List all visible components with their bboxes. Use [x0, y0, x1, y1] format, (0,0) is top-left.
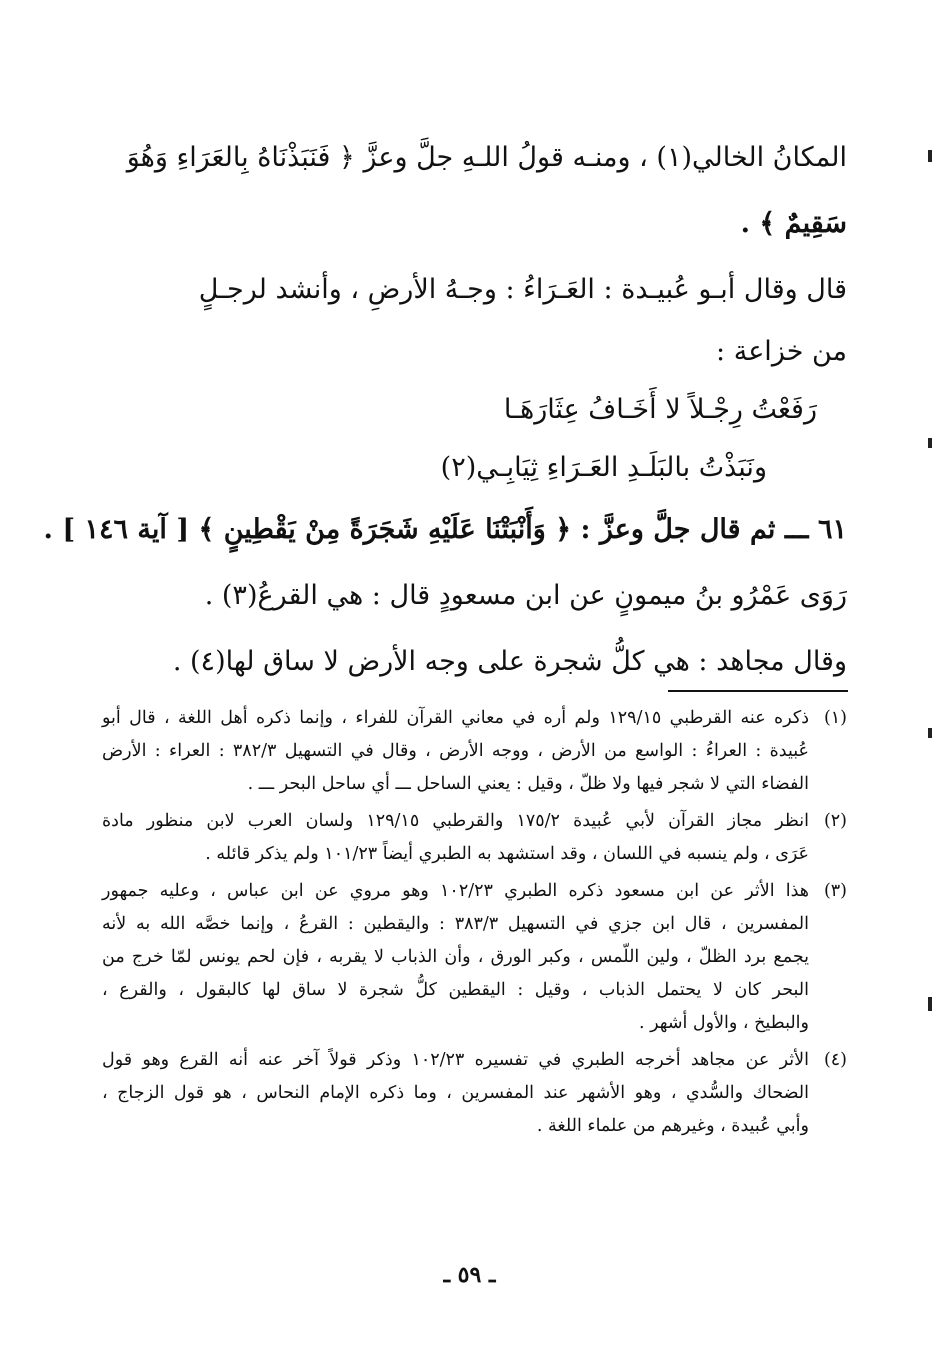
footnote-line: انظر مجاز القرآن لأبي عُبيدة ١٧٥/٢ والقرطبي ١٢٩/١٥ ولسان العرب لابن منظور مادة [102, 811, 809, 831]
footnote-1 [102, 702, 847, 801]
footnote-line: ذكره عنه القرطبي ١٢٩/١٥ ولم أره في معاني القرآن للفراء ، وإنما ذكره أهل اللغة ، قال أبو [102, 708, 809, 728]
footnote-body [102, 1044, 809, 1143]
footnote-line: عُبيدة : العراءُ : الواسع من الأرض ، ووجه الأرض ، وقال في التسهيل ٣٨٢/٣ : العراء : الأرض [102, 741, 809, 761]
main-line-4: من خزاعة : [716, 336, 847, 367]
footnote-line: الفضاء التي لا شجر فيها ولا ظلّ ، وقيل : يعني الساحل ـــ أي ساحل البحر ـــ . [247, 774, 809, 794]
main-line-ibn-masud: رَوَى عَمْرُو بنُ ميمونٍ عن ابن مسعودٍ قال : هي القرعُ(٣) . [204, 580, 847, 611]
footnote-body [102, 875, 809, 1040]
main-line-mujahid: وقال مجاهد : هي كلُّ شجرة على وجه الأرض لا ساق لها(٤) . [172, 646, 847, 677]
footnote-3 [102, 875, 847, 1040]
main-text [43, 125, 847, 695]
scan-edge-mark [928, 997, 932, 1011]
footnote-line: الضحاك والسُّدي ، وهو الأشهر عند المفسرين ، وما ذكره الإمام النحاس ، هو قول الزجاج ، [102, 1083, 809, 1103]
footnote-line: الأثر عن مجاهد أخرجه الطبري في تفسيره ١٠٢/٢٣ وذكر قولاً آخر عنه أنه القرع وهو قول [102, 1050, 809, 1070]
footnote-body [102, 702, 809, 801]
scan-edge-mark [928, 438, 932, 448]
footnote-number: (١) [823, 708, 847, 728]
footnote-line: المفسرين ، قال ابن جزي في التسهيل ٣٨٣/٣ : واليقطين : القرعُ ، وإنما خصَّه الله به لأنه [102, 914, 809, 934]
scan-edge-mark [928, 150, 932, 162]
verse-line-1: رَفَعْتُ رِجْـلاً لا أَخَـافُ عِثَارَهَـا [503, 394, 817, 425]
footnote-separator [668, 690, 848, 692]
footnotes [102, 702, 847, 1147]
main-line-1: المكانُ الخالي(١) ، ومنـه قولُ اللـهِ جلَّ وعزَّ ﴿ فَنَبَذْنَاهُ بِالعَرَاءِ وَهُوَ [126, 142, 847, 173]
main-line-2: سَقِيمٌ ﴾ . [740, 208, 847, 239]
footnote-number: (٢) [823, 811, 847, 831]
verse-line-2: ونَبَذْتُ بالبَلَـدِ العَـرَاءِ ثِيَابِـي(٢) [440, 452, 767, 483]
main-line-ayah-61: ٦١ ـــ ثم قال جلَّ وعزَّ : ﴿ وَأَنْبَتْنَا عَلَيْهِ شَجَرَةً مِنْ يَقْطِينٍ ﴾ [ آية ١٤٦ ] . [43, 514, 847, 545]
footnote-line: البحر كان لا يحتمل الذباب ، وقيل : اليقطين كلُّ شجرة لا ساق لها كالبقول ، والقرع ، [102, 980, 809, 1000]
page-number: ـ ٥٩ ـ [443, 1262, 496, 1288]
footnote-number: (٤) [823, 1050, 847, 1070]
footnote-line: عَرَى ، ولم ينسبه في اللسان ، وقد استشهد به الطبري أيضاً ١٠١/٢٣ ولم يذكر قائله . [205, 844, 809, 864]
footnote-line: والبطيخ ، والأول أشهر . [638, 1013, 809, 1033]
footnote-line: يجمع برد الظلّ ، ولين اللّمس ، وكبر الورق ، وأن الذباب لا يقربه ، فإن لحم يونس لمّا خرج من [102, 947, 809, 967]
main-line-3: قال وقال أبـو عُبيـدة : العَـرَاءُ : وجـهُ الأرضِ ، وأنشد لرجـلٍ [198, 274, 847, 305]
footnote-4 [102, 1044, 847, 1143]
footnote-body [102, 805, 809, 871]
scan-edge-mark [928, 728, 932, 738]
footnote-line: وأبي عُبيدة ، وغيرهم من علماء اللغة . [536, 1116, 809, 1136]
footnote-number: (٣) [823, 881, 847, 901]
footnote-line: هذا الأثر عن ابن مسعود ذكره الطبري ١٠٢/٢٣ وهو مروي عن ابن عباس ، وعليه جمهور [102, 881, 810, 901]
footnote-2 [102, 805, 847, 871]
